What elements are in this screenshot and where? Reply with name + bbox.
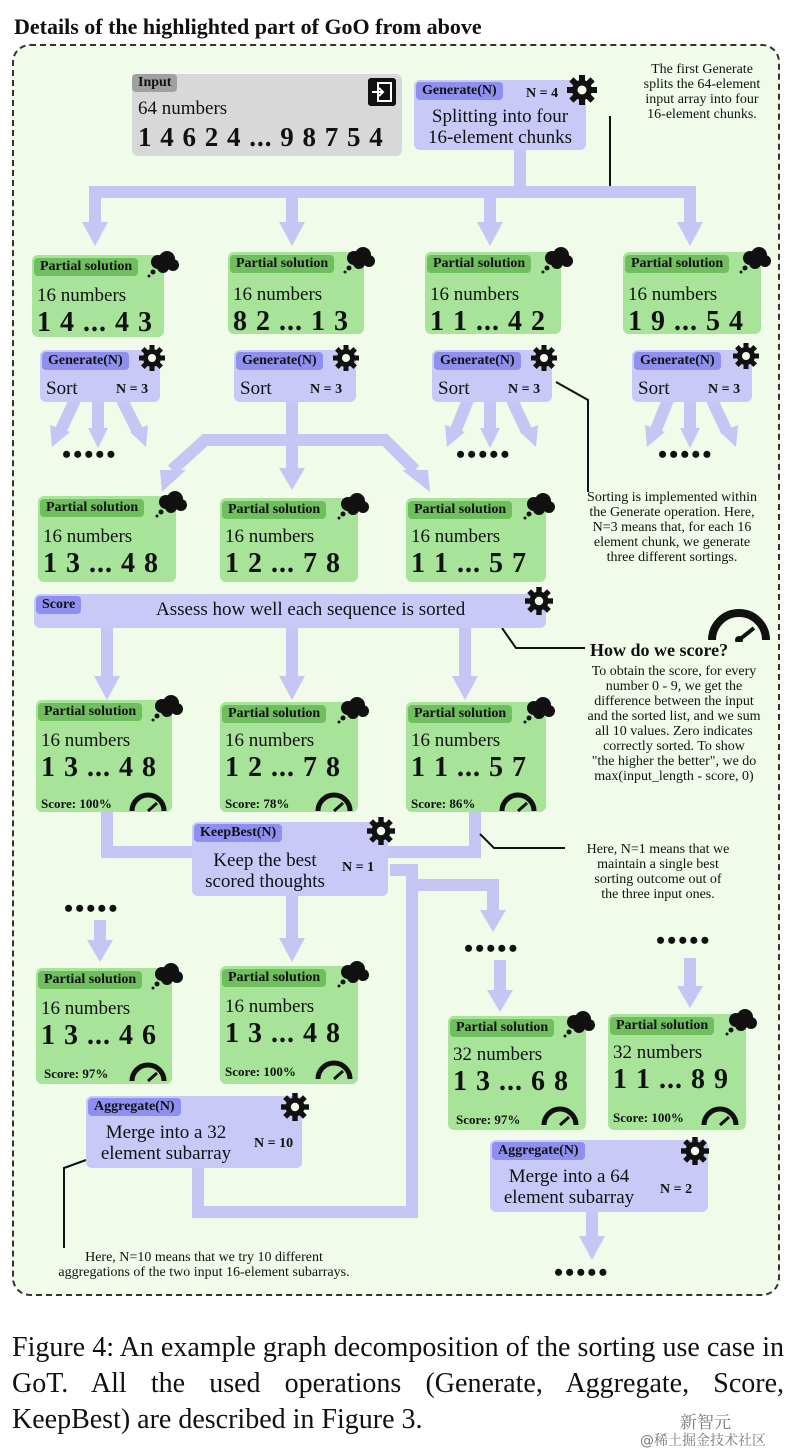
watermark-brand: 新智元 xyxy=(680,1413,731,1433)
aggregate-32-node: Aggregate(N) Merge into a 32 element subarray N = 10 xyxy=(86,1096,302,1168)
gauge-icon xyxy=(498,790,538,812)
partial-solution-r3-3: Partial solution 16 numbers 1 1 ... 5 7 Score: 86% xyxy=(406,702,546,812)
input-file-icon xyxy=(368,78,396,106)
input-sequence: 1 4 6 2 4 ... 9 8 7 5 4 xyxy=(138,122,384,152)
partial-solution-r3-2: Partial solution 16 numbers 1 2 ... 7 8 Score: 78% xyxy=(220,702,358,812)
ellipsis-dots: ••••• xyxy=(464,934,520,963)
note-keepbest: Here, N=1 means that we maintain a single best sorting outcome out of the three input ones. xyxy=(586,842,730,902)
gauge-icon xyxy=(708,606,770,642)
generate-tag: Generate(N) xyxy=(416,82,503,100)
partial-solution-r1-1: Partial solution 16 numbers 1 4 ... 4 3 xyxy=(32,255,164,337)
thought-cloud-icon xyxy=(562,1010,596,1038)
input-node xyxy=(132,74,402,156)
gear-icon xyxy=(366,816,396,846)
partial-solution-r2-1: Partial solution 16 numbers 1 3 ... 4 8 xyxy=(38,496,176,582)
gauge-icon xyxy=(128,790,168,812)
partial-solution-r5-1: Partial solution 32 numbers 1 3 ... 6 8 Score: 97% xyxy=(448,1016,586,1130)
partial-solution-r1-2: Partial solution 16 numbers 8 2 ... 1 3 xyxy=(228,252,364,334)
sort-node-2: Generate(N) Sort N = 3 xyxy=(234,350,356,402)
gauge-icon xyxy=(540,1104,580,1126)
thought-cloud-icon xyxy=(150,962,184,990)
how-score-text: To obtain the score, for every number 0 - 9, we get the difference between the input and the sorted list, and we sum all 10 values. Zero indicates correctly sorted. To show "the higher the better", we do max(input_length - score, 0) xyxy=(587,664,761,784)
note-sort: Sorting is implemented within the Generate operation. Here, N=3 means that, for each 16 element chunk, we generate three different sortings. xyxy=(587,490,757,565)
figure-caption: Figure 4: An example graph decomposition of the sorting use case in GoT. All the used operations (Generate, Aggregate, Score, KeepBest) are described in Figure 3. xyxy=(12,1332,784,1435)
how-score-heading: How do we score? xyxy=(590,640,729,660)
generate-n: N = 4 xyxy=(526,86,559,101)
partial-solution-r4-2: Partial solution 16 numbers 1 3 ... 4 8 Score: 100% xyxy=(220,966,358,1084)
input-count: 64 numbers xyxy=(138,98,228,119)
gear-icon xyxy=(732,342,760,370)
thought-cloud-icon xyxy=(522,696,556,724)
gear-icon xyxy=(138,344,166,372)
thought-cloud-icon xyxy=(154,490,188,518)
thought-cloud-icon xyxy=(336,960,370,988)
gauge-icon xyxy=(128,1060,168,1082)
ellipsis-dots: ••••• xyxy=(64,894,120,923)
thought-cloud-icon xyxy=(724,1008,758,1036)
gear-icon xyxy=(280,1092,310,1122)
partial-solution-r2-2: Partial solution 16 numbers 1 2 ... 7 8 xyxy=(220,498,358,582)
thought-cloud-icon xyxy=(540,246,574,274)
aggregate-64-node: Aggregate(N) Merge into a 64 element subarray N = 2 xyxy=(490,1140,708,1212)
thought-cloud-icon xyxy=(522,492,556,520)
gear-icon xyxy=(680,1136,710,1166)
thought-cloud-icon xyxy=(738,246,772,274)
ellipsis-dots: ••••• xyxy=(456,440,512,469)
ellipsis-dots: ••••• xyxy=(62,440,118,469)
partial-solution-r3-1: Partial solution 16 numbers 1 3 ... 4 8 Score: 100% xyxy=(36,700,172,812)
ellipsis-dots: ••••• xyxy=(658,440,714,469)
ellipsis-dots: ••••• xyxy=(656,926,712,955)
ellipsis-dots: ••••• xyxy=(554,1258,610,1287)
note-aggregate: Here, N=10 means that we try 10 different aggregations of the two input 16-element subarrays. xyxy=(58,1250,350,1280)
gear-icon xyxy=(530,344,558,372)
partial-solution-r1-4: Partial solution 16 numbers 1 9 ... 5 4 xyxy=(623,252,761,334)
gauge-icon xyxy=(314,1058,354,1080)
thought-cloud-icon xyxy=(150,694,184,722)
score-node: Score Assess how well each sequence is sorted xyxy=(34,594,546,628)
partial-solution-r2-3: Partial solution 16 numbers 1 1 ... 5 7 xyxy=(406,498,546,582)
gear-icon xyxy=(566,74,598,106)
figure-title: Details of the highlighted part of GoO from above xyxy=(14,14,482,39)
generate-split-node xyxy=(414,80,586,150)
partial-solution-r1-3: Partial solution 16 numbers 1 1 ... 4 2 xyxy=(425,252,561,334)
keepbest-node: KeepBest(N) Keep the best scored thoughts N = 1 xyxy=(192,822,388,896)
thought-cloud-icon xyxy=(146,250,180,278)
sort-node-3: Generate(N) Sort N = 3 xyxy=(432,350,552,402)
note-generate: The first Generate splits the 64-element input array into four 16-element chunks. xyxy=(643,62,761,122)
watermark-community: @稀土掘金技术社区 xyxy=(640,1433,766,1449)
partial-solution-r5-2: Partial solution 32 numbers 1 1 ... 8 9 Score: 100% xyxy=(608,1014,746,1130)
generate-desc: Splitting into four 16-element chunks xyxy=(427,106,573,148)
gear-icon xyxy=(524,586,554,616)
gauge-icon xyxy=(700,1104,740,1126)
thought-cloud-icon xyxy=(342,246,376,274)
partial-solution-r4-1: Partial solution 16 numbers 1 3 ... 4 6 Score: 97% xyxy=(36,968,172,1084)
gauge-icon xyxy=(314,790,354,812)
gear-icon xyxy=(332,344,360,372)
sort-node-4: Generate(N) Sort N = 3 xyxy=(632,350,752,402)
sort-node-1: Generate(N) Sort N = 3 xyxy=(40,350,160,402)
input-tag: Input xyxy=(132,74,177,92)
thought-cloud-icon xyxy=(336,696,370,724)
thought-cloud-icon xyxy=(336,492,370,520)
